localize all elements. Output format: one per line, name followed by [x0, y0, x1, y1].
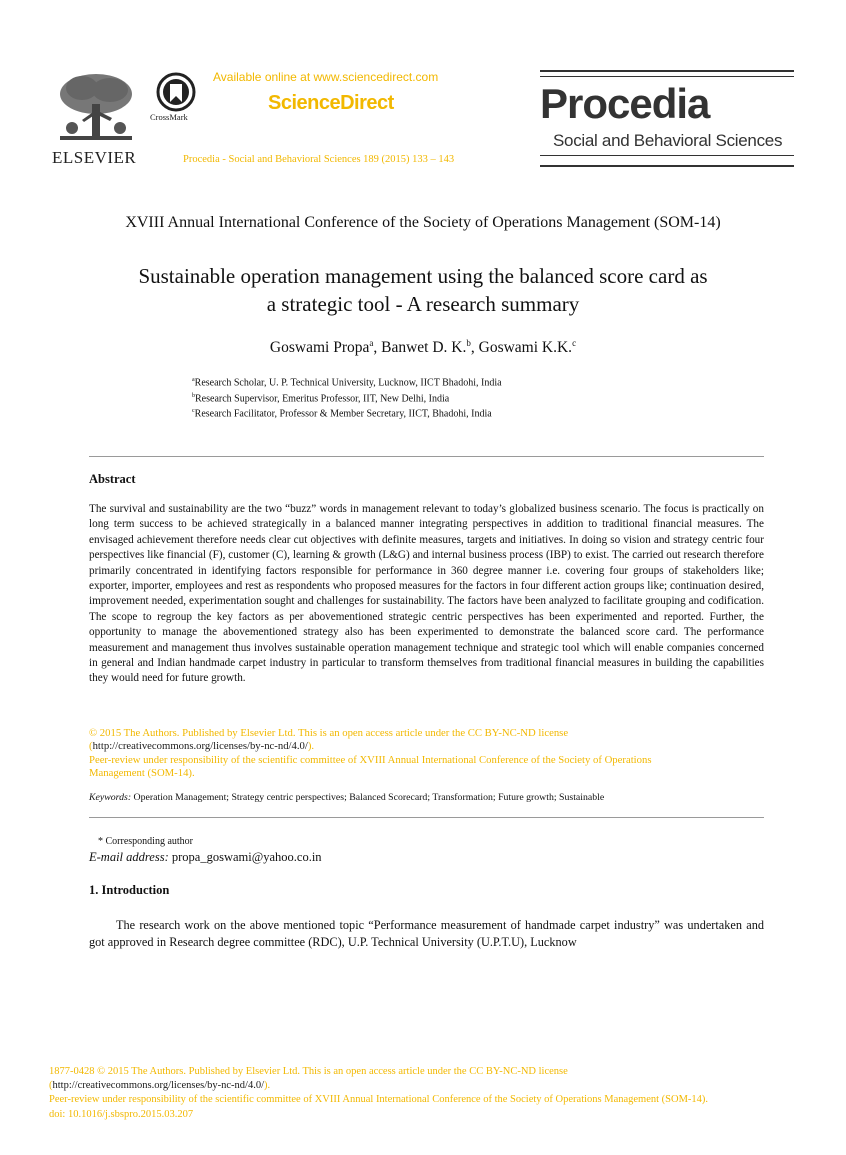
footer-notice: [49, 1065, 729, 1122]
header-rule: [540, 165, 794, 167]
paper-title: [60, 262, 786, 318]
crossmark-icon[interactable]: [156, 72, 196, 112]
paren: ).: [264, 1080, 271, 1092]
paper-title-line-2: a strategic tool - A research summary: [266, 292, 580, 316]
email-line: [89, 850, 322, 865]
introduction-text: The research work on the above mentioned topic “Performance measurement of handmade carpet industry” was undertaken and got approved in Research degree committee (RDC), U.P. Technical University (U.P.T.U), Lucknow: [89, 918, 764, 949]
sciencedirect-logo[interactable]: ScienceDirect: [268, 92, 394, 114]
copyright-line: © 2015 The Authors. Published by Elsevier Ltd. This is an open access article under the CC BY-NC-ND license: [89, 727, 569, 739]
keywords-label: Keywords:: [89, 792, 132, 803]
elsevier-wordmark: ELSEVIER: [52, 148, 137, 167]
footer-issn-line: 1877-0428 © 2015 The Authors. Published by Elsevier Ltd. This is an open access article under the CC BY-NC-ND license: [49, 1066, 568, 1077]
author-name: Banwet D. K.: [381, 339, 467, 357]
crossmark-label: CrossMark: [150, 112, 188, 122]
paren: (: [89, 740, 93, 753]
paren: (: [49, 1080, 53, 1092]
section-heading-introduction: 1. Introduction: [89, 883, 170, 897]
paper-title-line-1: Sustainable operation management using the balanced score card as: [138, 264, 708, 288]
abstract-text: The survival and sustainability are the two “buzz” words in management relevant to today’s globalized business scenario. The focus is practically on long term success to be achieved strategically in a balanced manner integrating perspectives in addition to traditional financial measures. The envisaged achievement therefore needs clear cut objectives with definite measures, targets and initiatives. In doing so vision and strategy centric four perspectives like financial (F), customer (C), learning & growth (L&G) and internal business process (IBP) to exist. The carried out research therefore primarily concentrated in identifying factors responsible for performance in 360 degree manner i.e. covering four groups of stakeholders like; exporter, importer, employees and rest as respondents who proposed measures for the factors in four different action groups like; continuation desired, improvement needed, experimentation sought and challenges for sustainability. The factors have been analyzed to facilitate grouping and codification. The scope to regroup the key factors as per abovementioned strategic centric perspectives has been experimented and reported. Further, the opportunity to manage the abovementioned strategy also has been experimented to demonstrate the balanced score card. The performance measurement and management thus involves sustainable operation management technique and strategic tool which will enable companies concerned in general and Indian handmade carpet industry in particular to transform themselves from traditional financial measures in building the capabilities they would need for future growth.: [89, 503, 764, 685]
footer-license-link[interactable]: http://creativecommons.org/licenses/by-nc-nd/4.0/: [52, 1080, 265, 1092]
conference-name: XVIII Annual International Conference of the Society of Operations Management (SOM-14): [125, 214, 721, 231]
author-affil-mark: b: [466, 338, 471, 348]
affiliation-text: Research Supervisor, Emeritus Professor, IIT, New Delhi, India: [195, 392, 450, 404]
journal-reference: Procedia - Social and Behavioral Sciences 189 (2015) 133 – 143: [183, 154, 455, 165]
footer-doi[interactable]: doi: 10.1016/j.sbspro.2015.03.207: [49, 1108, 194, 1120]
affiliation-text: Research Facilitator, Professor & Member Secretary, IICT, Bhadohi, India: [194, 408, 492, 420]
procedia-bottom-rule: [540, 155, 794, 156]
author-affil-mark: c: [572, 338, 577, 348]
elsevier-tree-logo: [52, 70, 140, 154]
keywords: [89, 792, 604, 803]
license-link[interactable]: http://creativecommons.org/licenses/by-nc-nd/4.0/: [92, 740, 308, 753]
affiliation-mark: c: [192, 408, 195, 415]
author-name: Goswami Propa: [269, 339, 370, 357]
affiliation-item: [192, 374, 502, 390]
author-separator: ,: [373, 339, 382, 357]
procedia-top-rule: [540, 70, 794, 72]
affiliation-mark: a: [192, 377, 195, 383]
affiliation-mark: b: [192, 392, 195, 399]
author-separator: ,: [470, 339, 479, 357]
keywords-list: Operation Management; Strategy centric perspectives; Balanced Scorecard; Transformation; Future growth; Sustainable: [131, 792, 605, 803]
affiliation-item: [192, 405, 502, 421]
corresponding-author: * Corresponding author: [98, 836, 193, 847]
procedia-subtitle: Social and Behavioral Sciences: [553, 131, 783, 150]
email-label: E-mail address:: [89, 850, 169, 864]
affiliation-item: [192, 390, 502, 406]
footer-peer-review: Peer-review under responsibility of the scientific committee of XVIII Annual International Conference of the Society of Operations Management (SOM-14).: [49, 1094, 709, 1106]
affiliation-text: Research Scholar, U. P. Technical University, Lucknow, IICT Bhadohi, India: [194, 377, 502, 389]
procedia-top-rule-thin: [540, 76, 794, 77]
author-list: [0, 338, 846, 357]
procedia-logo: Procedia: [540, 80, 710, 127]
author-name: Goswami K.K.: [478, 339, 573, 357]
abstract-bottom-rule: [89, 817, 764, 818]
author-affil-mark: a: [369, 338, 374, 348]
abstract-heading: Abstract: [89, 472, 136, 486]
email-address[interactable]: propa_goswami@yahoo.co.in: [168, 850, 322, 864]
copyright-notice: [89, 727, 709, 780]
abstract-top-rule: [89, 456, 764, 457]
affiliations: [192, 374, 502, 421]
paren: ).: [307, 740, 315, 753]
peer-review-line: Peer-review under responsibility of the scientific committee of XVIII Annual International Conference of the Society of Operations Management (SOM-14).: [89, 753, 652, 779]
available-online-link[interactable]: Available online at www.sciencedirect.com: [213, 70, 439, 84]
